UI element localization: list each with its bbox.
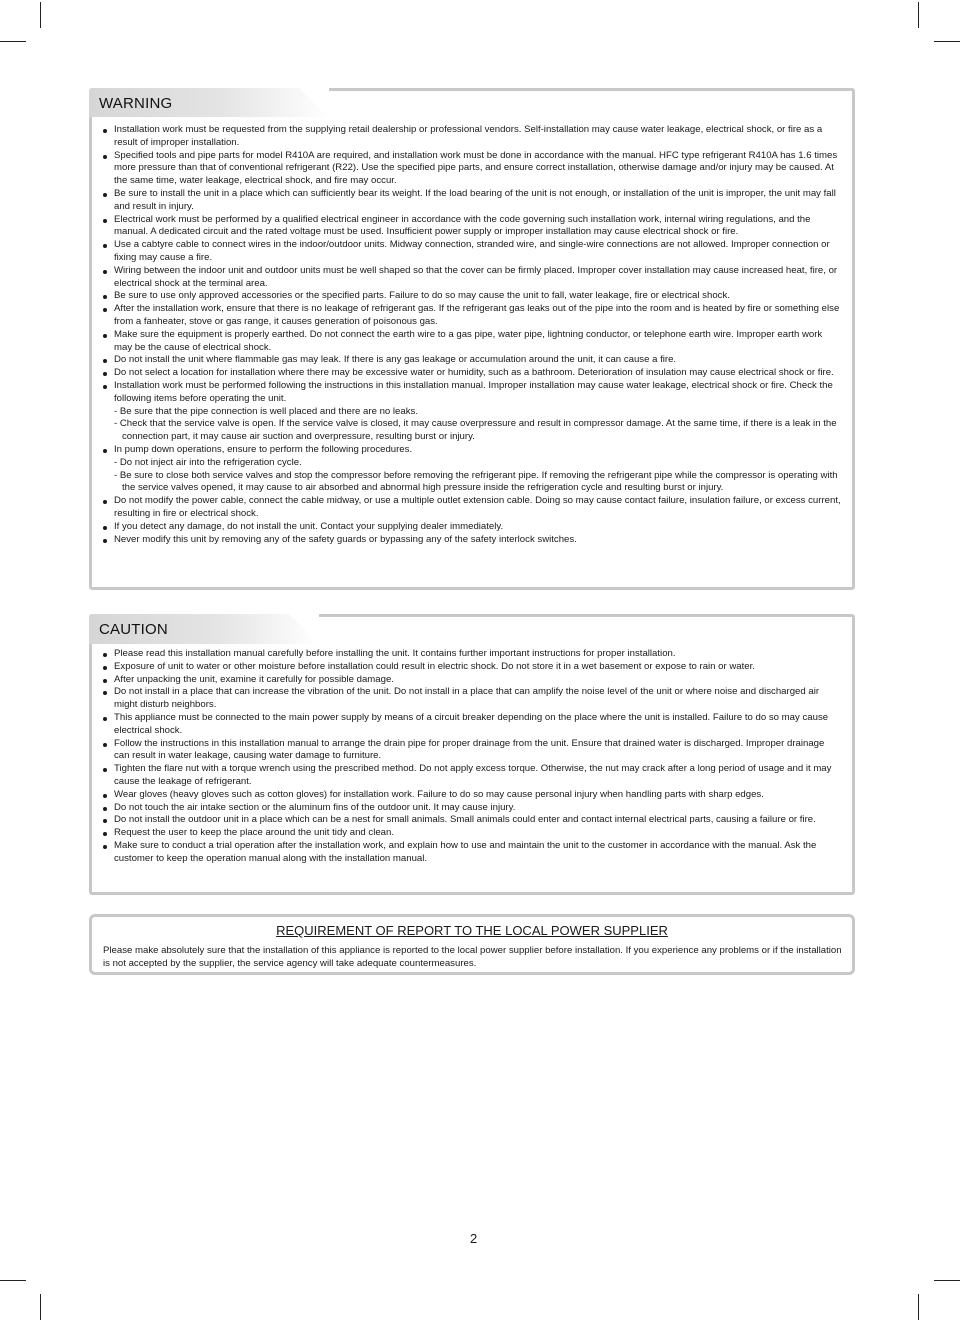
crop-mark xyxy=(934,41,960,42)
caution-item-text: Make sure to conduct a trial operation after the installation work, and explain how to use and maintain the unit to the customer in accordance with the manual. Ask the customer to keep the operation manual along with the installation manual. xyxy=(114,839,817,864)
warning-item-text: In pump down operations, ensure to perform the following procedures. xyxy=(114,443,413,455)
caution-item-text: Exposure of unit to water or other moisture before installation could result in electric shock. Do not store it in a wet basement or expose to rain or water. xyxy=(114,660,755,672)
caution-list xyxy=(102,648,842,866)
caution-section xyxy=(89,614,855,895)
caution-item-text: Wear gloves (heavy gloves such as cotton gloves) for installation work. Failure to do so may cause personal injury when handling parts with sharp edges. xyxy=(114,788,764,800)
warning-item xyxy=(102,265,842,291)
crop-mark xyxy=(918,1294,919,1320)
warning-item xyxy=(102,380,842,444)
caution-item xyxy=(102,827,842,840)
warning-item-text: Do not install the unit where flammable gas may leak. If there is any gas leakage or accumulation around the unit, it can cause a fire. xyxy=(114,354,677,366)
caution-item-text: Tighten the flare nut with a torque wrench using the prescribed method. Do not apply excess torque. Otherwise, the nut may crack after a long period of usage and it may cause the leakage of refrigerant. xyxy=(114,763,832,787)
caution-item xyxy=(102,789,842,802)
warning-item xyxy=(102,495,842,521)
warning-item-text: Be sure to use only approved accessories or the specified parts. Failure to do so may cause the unit to fall, water leakage, fire or electrical shock. xyxy=(114,290,730,302)
caution-item xyxy=(102,712,842,738)
warning-item xyxy=(102,303,842,329)
report-section xyxy=(89,914,855,975)
warning-item-text: Electrical work must be performed by a qualified electrical engineer in accordance with the code governing such installation work, internal wiring regulations, and the manual. A dedicated circuit and the rated voltage must be used. Insufficient power supply or improper installation may cause electrical shock or fire. xyxy=(114,213,811,238)
caution-item-text: After unpacking the unit, examine it carefully for possible damage. xyxy=(114,673,394,685)
warning-item-text: Do not modify the power cable, connect the cable midway, or use a multiple outlet extension cable. Doing so may cause contact failure, insulation failure, or excess current, resulting in fire or electrical shock. xyxy=(114,495,841,519)
warning-item xyxy=(102,214,842,240)
report-title: REQUIREMENT OF REPORT TO THE LOCAL POWER SUPPLIER xyxy=(276,923,668,938)
warning-subitem-text: - Do not inject air into the refrigeration cycle. xyxy=(114,456,302,468)
crop-mark xyxy=(0,41,26,42)
caution-item-text: Please read this installation manual carefully before installing the unit. It contains further important instructions for proper installation. xyxy=(114,648,676,659)
warning-item xyxy=(102,367,842,380)
caution-item-text: Request the user to keep the place around the unit tidy and clean. xyxy=(114,827,395,839)
caution-item-text: Do not touch the air intake section or the aluminum fins of the outdoor unit. It may cause injury. xyxy=(114,801,516,813)
warning-item xyxy=(102,444,842,495)
warning-item-text: Installation work must be performed following the instructions in this installation manual. Improper installation may cause water leakage, electrical shock or fire. Check the following items before operating the unit. xyxy=(114,379,833,404)
crop-mark xyxy=(0,1280,26,1281)
warning-subitem-text: - Be sure to close both service valves and stop the compressor before removing the refrigerant pipe. If removing the refrigerant pipe while the compressor is operating with the service valves opened, it may cause to air absorbed and abnormal high pressure inside the refrigeration cycle and resulting burst or injury. xyxy=(114,469,838,494)
report-text: Please make absolutely sure that the installation of this appliance is reported to the local power supplier before installation. If you experience any problems or if the installation is not accepted by the supplier, the service agency will take adequate countermeasures. xyxy=(103,945,842,969)
warning-item xyxy=(102,521,842,534)
header-notch xyxy=(289,614,319,644)
warning-item-text: Never modify this unit by removing any of the safety guards or bypassing any of the safety interlock switches. xyxy=(114,533,577,545)
caution-item-text: Do not install in a place that can increase the vibration of the unit. Do not install in a place that can amplify the noise level of the unit or where noise and discharged air might disturb neighbors. xyxy=(114,686,820,711)
warning-item-text: Installation work must be requested from the supplying retail dealership or professional vendors. Self-installation may cause water leakage, electrical shock, or fire as a result of improper installation. xyxy=(114,124,823,148)
warning-section xyxy=(89,88,855,590)
caution-title: CAUTION xyxy=(99,621,168,638)
warning-item-text: Wiring between the indoor unit and outdoor units must be well shaped so that the cover can be firmly placed. Improper cover installation may cause increased heat, fire, or electrical shock at the terminal area. xyxy=(114,264,838,289)
warning-list xyxy=(102,124,842,546)
caution-item xyxy=(102,738,842,764)
caution-item-text: Do not install the outdoor unit in a place which can be a nest for small animals. Small animals could enter and contact internal electrical parts, causing a failure or fire. xyxy=(114,814,816,826)
caution-header xyxy=(89,614,319,644)
caution-item xyxy=(102,648,842,661)
warning-item xyxy=(102,124,842,150)
page-number: 2 xyxy=(470,1231,478,1246)
warning-item xyxy=(102,354,842,367)
warning-item-text: Specified tools and pipe parts for model R410A are required, and installation work must be done in accordance with the manual. HFC type refrigerant R410A has 1.6 times more pressure than that of conventional refrigerant (R22). Use the specified pipe parts, and ensure correct installation, otherwise damage and/or injury may be caused. At the same time, water leakage, electrical shock, and fire may occur. xyxy=(114,149,838,187)
warning-subitem-text: - Be sure that the pipe connection is well placed and there are no leaks. xyxy=(114,405,418,417)
warning-item-text: Be sure to install the unit in a place which can sufficiently bear its weight. If the load bearing of the unit is not enough, or installation of the unit is improper, the unit may fall and result in injury. xyxy=(114,187,836,212)
warning-item xyxy=(102,239,842,265)
warning-item-text: If you detect any damage, do not install the unit. Contact your supplying dealer immediately. xyxy=(114,520,504,532)
warning-header xyxy=(89,88,329,117)
crop-mark xyxy=(918,2,919,28)
warning-title: WARNING xyxy=(99,95,173,112)
caution-item xyxy=(102,686,842,712)
warning-item xyxy=(102,188,842,214)
caution-item xyxy=(102,802,842,815)
warning-item-text: After the installation work, ensure that there is no leakage of refrigerant gas. If the refrigerant gas leaks out of the pipe into the room and is heated by fire or something else from a fanheater, stove or gas range, it causes generation of poisonous gas. xyxy=(114,303,840,327)
caution-item xyxy=(102,661,842,674)
warning-item xyxy=(102,534,842,547)
crop-mark xyxy=(40,2,41,28)
warning-item-text: Make sure the equipment is properly earthed. Do not connect the earth wire to a gas pipe, water pipe, lightning conductor, or telephone earth wire. Improper earth work may be the cause of electrical shock. xyxy=(114,328,823,353)
caution-item xyxy=(102,814,842,827)
warning-subitem-text: - Check that the service valve is open. If the service valve is closed, it may cause overpressure and result in compressor damage. At the same time, if there is a leak in the connection part, it may cause air suction and overpressure, resulting burst or injury. xyxy=(114,418,837,443)
warning-item-text: Do not select a location for installation where there may be excessive water or humidity, such as a bathroom. Deterioration of insulation may cause electrical shock or fire. xyxy=(114,367,834,379)
warning-item-text: Use a cabtyre cable to connect wires in the indoor/outdoor units. Midway connection, stranded wire, and single-wire connections are not allowed. Improper connection or fixing may cause a fire. xyxy=(114,239,830,263)
crop-mark xyxy=(40,1294,41,1320)
caution-item xyxy=(102,763,842,789)
warning-item xyxy=(102,290,842,303)
caution-item xyxy=(102,674,842,687)
header-notch xyxy=(299,88,329,118)
warning-item xyxy=(102,150,842,188)
warning-item xyxy=(102,329,842,355)
caution-item-text: Follow the instructions in this installation manual to arrange the drain pipe for proper drainage from the unit. Ensure that drained water is discharged. Improper drainage can result in water leakage, causing water damage to furniture. xyxy=(114,737,825,762)
caution-item xyxy=(102,840,842,866)
crop-mark xyxy=(934,1280,960,1281)
caution-item-text: This appliance must be connected to the main power supply by means of a circuit breaker depending on the place where the unit is installed. Failure to do so may cause electrical shock. xyxy=(114,711,829,736)
